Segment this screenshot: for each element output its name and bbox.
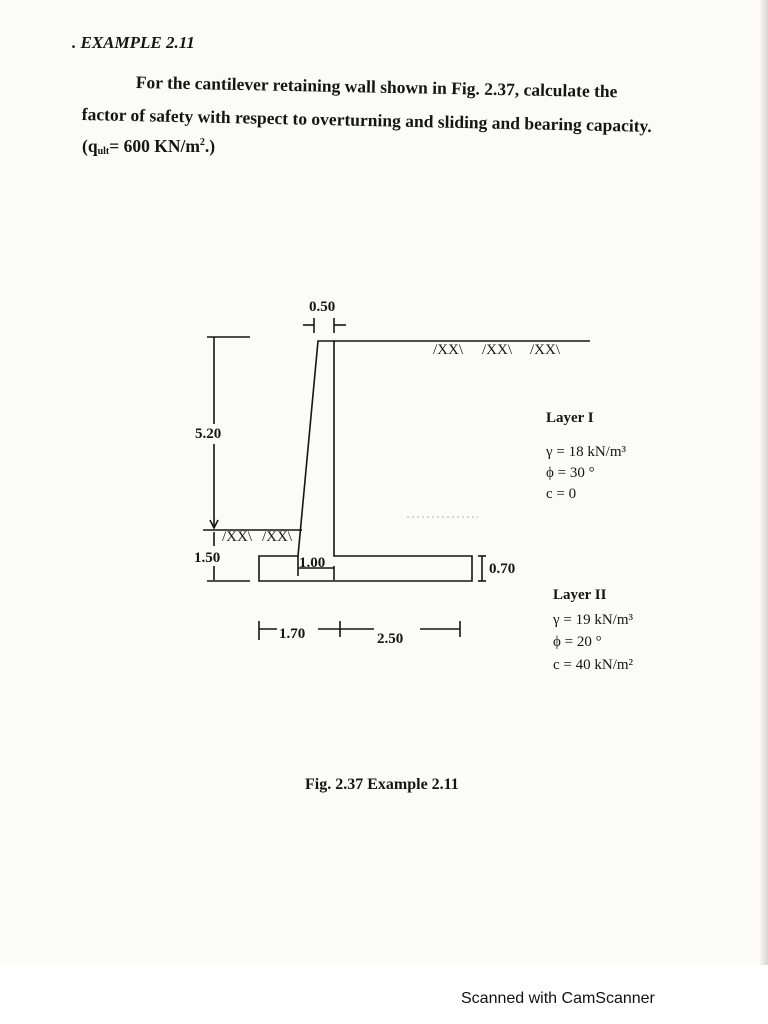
q-symbol: (q	[82, 136, 98, 156]
backfill-hatch-3: /XX\	[530, 342, 560, 358]
problem-line-1: For the cantilever retaining wall shown in Fig. 2.37, calculate the	[135, 72, 618, 102]
q-unit-exponent: 2	[199, 137, 205, 148]
layer1-c: c = 0	[546, 486, 577, 502]
layer1-title: Layer I	[546, 410, 594, 426]
front-hatch-1: /XX\	[222, 529, 252, 545]
backfill-hatch-1: /XX\	[433, 342, 463, 358]
dim-stem-top: 0.50	[309, 299, 336, 315]
problem-line-2: factor of safety with respect to overturning and sliding and bearing capacity.	[81, 104, 652, 136]
dim-toe: 1.70	[279, 626, 306, 642]
front-hatch-2: /XX\	[262, 529, 292, 545]
layer1-gamma: γ = 18 kN/m³	[546, 444, 627, 460]
dim-wall-height: 5.20	[195, 426, 222, 442]
q-subscript: ult	[97, 146, 110, 157]
layer2-title: Layer II	[553, 587, 607, 603]
layer2-gamma: γ = 19 kN/m³	[553, 612, 634, 628]
example-heading-text: EXAMPLE 2.11	[80, 33, 195, 52]
q-value: = 600 KN/m	[109, 136, 200, 156]
backfill-hatch-2: /XX\	[482, 342, 512, 358]
example-heading: . EXAMPLE 2.11	[72, 33, 195, 52]
dim-embedment: 1.50	[194, 550, 221, 566]
layer2-phi: ϕ = 20 °	[553, 634, 602, 650]
camscanner-watermark: Scanned with CamScanner	[461, 990, 655, 1007]
dim-stem-base: 1.00	[299, 555, 326, 571]
dim-base-thickness: 0.70	[489, 561, 516, 577]
layer1-phi: ϕ = 30 °	[546, 465, 595, 481]
q-close: .)	[204, 136, 216, 156]
layer2-c: c = 40 kN/m²	[553, 657, 634, 673]
wall-stem-and-base	[259, 341, 472, 581]
dim-heel: 2.50	[377, 631, 404, 647]
figure-caption: Fig. 2.37 Example 2.11	[305, 776, 459, 793]
